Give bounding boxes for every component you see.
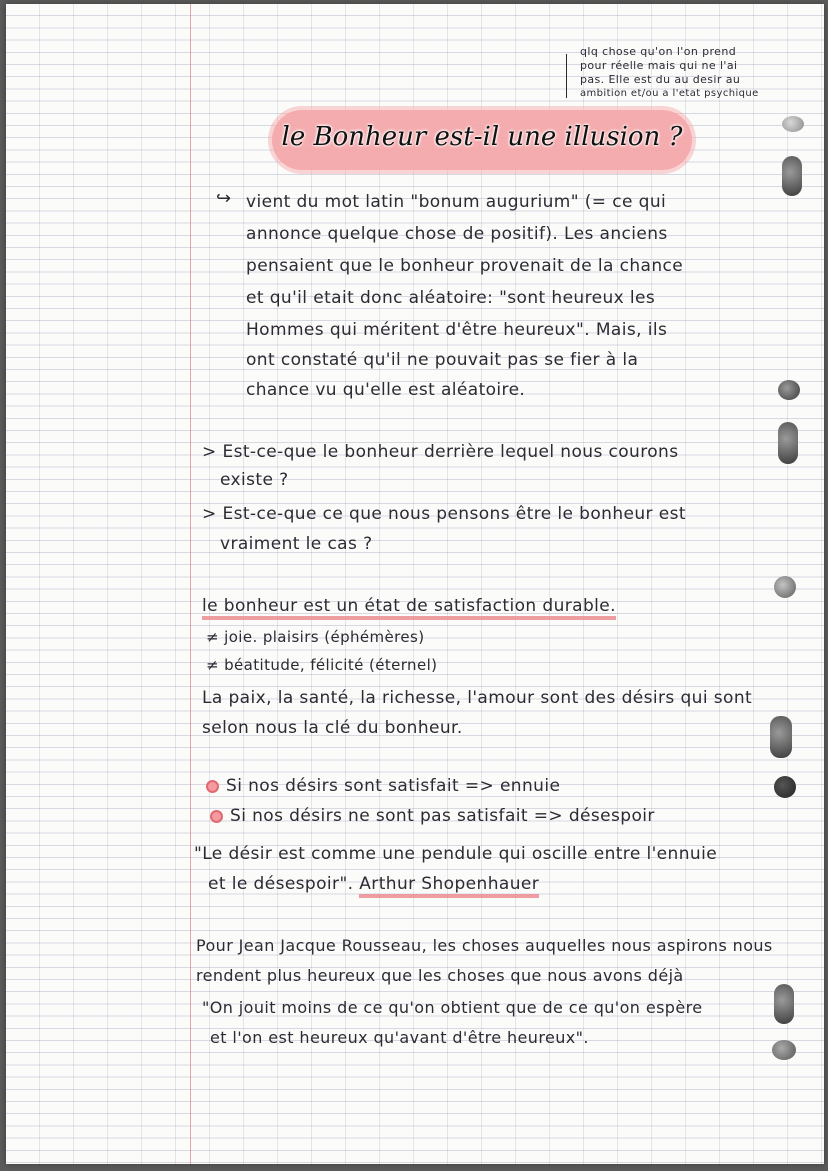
quote-author: Arthur Shopenhauer — [359, 874, 539, 898]
etymology-line: pensaient que le bonheur provenait de la chance — [246, 256, 684, 276]
arrow-icon: ↪ — [216, 188, 232, 209]
side-note-line: qlq chose qu'on l'on prend — [580, 45, 737, 58]
binder-hole — [774, 984, 794, 1024]
question-line: vraiment le cas ? — [220, 534, 373, 554]
definition-line: ≠ béatitude, félicité (éternel) — [206, 656, 438, 674]
rousseau-line: rendent plus heureux que les choses que nous avons déjà — [196, 966, 684, 985]
binder-hole — [774, 776, 796, 798]
binder-hole — [782, 116, 804, 132]
rousseau-line: "On jouit moins de ce qu'on obtient que de ce qu'on espère — [202, 998, 703, 1017]
desire-bullet-line: Si nos désirs sont satisfait => ennuie — [226, 776, 561, 796]
etymology-line: ont constaté qu'il ne pouvait pas se fier à la — [246, 350, 639, 370]
bullet-dot — [210, 810, 223, 823]
etymology-line: vient du mot latin "bonum augurium" (= ce qui — [246, 192, 667, 212]
etymology-line: Hommes qui méritent d'être heureux". Mais, ils — [246, 320, 668, 340]
title-text: le Bonheur est-il une illusion ? — [281, 122, 683, 152]
page-title — [272, 104, 692, 170]
bullet-dot — [206, 780, 219, 793]
side-note-line: pas. Elle est du au desir au — [580, 73, 741, 86]
etymology-line: annonce quelque chose de positif). Les anciens — [246, 224, 668, 244]
quote-line-2 — [208, 874, 539, 894]
question-line: existe ? — [220, 470, 289, 490]
margin-line — [190, 4, 191, 1164]
definition-line: selon nous la clé du bonheur. — [202, 718, 463, 738]
side-note-line: pour réelle mais qui ne l'ai — [580, 59, 738, 72]
definition-line: ≠ joie. plaisirs (éphémères) — [206, 628, 425, 646]
etymology-line: et qu'il etait donc aléatoire: "sont heureux les — [246, 288, 656, 308]
binder-hole — [782, 156, 802, 196]
binder-hole — [774, 576, 796, 598]
desire-bullet-line: Si nos désirs ne sont pas satisfait => désespoir — [230, 806, 655, 826]
definition-heading — [202, 596, 616, 616]
definition-line: La paix, la santé, la richesse, l'amour sont des désirs qui sont — [202, 688, 753, 708]
side-note-line: ambition et/ou a l'etat psychique — [580, 88, 759, 99]
question-line: > Est-ce-que le bonheur derrière lequel nous courons — [202, 442, 679, 462]
rousseau-line: Pour Jean Jacque Rousseau, les choses auquelles nous aspirons nous — [196, 936, 773, 955]
notebook-page — [6, 4, 824, 1164]
quote-text: et le désespoir". — [208, 874, 354, 894]
binder-hole — [772, 1040, 796, 1060]
binder-hole — [770, 716, 792, 758]
question-line: > Est-ce-que ce que nous pensons être le bonheur est — [202, 504, 686, 524]
rousseau-line: et l'on est heureux qu'avant d'être heureux". — [210, 1028, 589, 1047]
etymology-line: chance vu qu'elle est aléatoire. — [246, 380, 526, 400]
binder-hole — [778, 422, 798, 464]
binder-hole — [778, 380, 800, 400]
quote-line: "Le désir est comme une pendule qui oscille entre l'ennuie — [194, 844, 718, 864]
side-note-bracket — [566, 54, 573, 98]
definition-heading-text: le bonheur est un état de satisfaction durable. — [202, 596, 616, 620]
